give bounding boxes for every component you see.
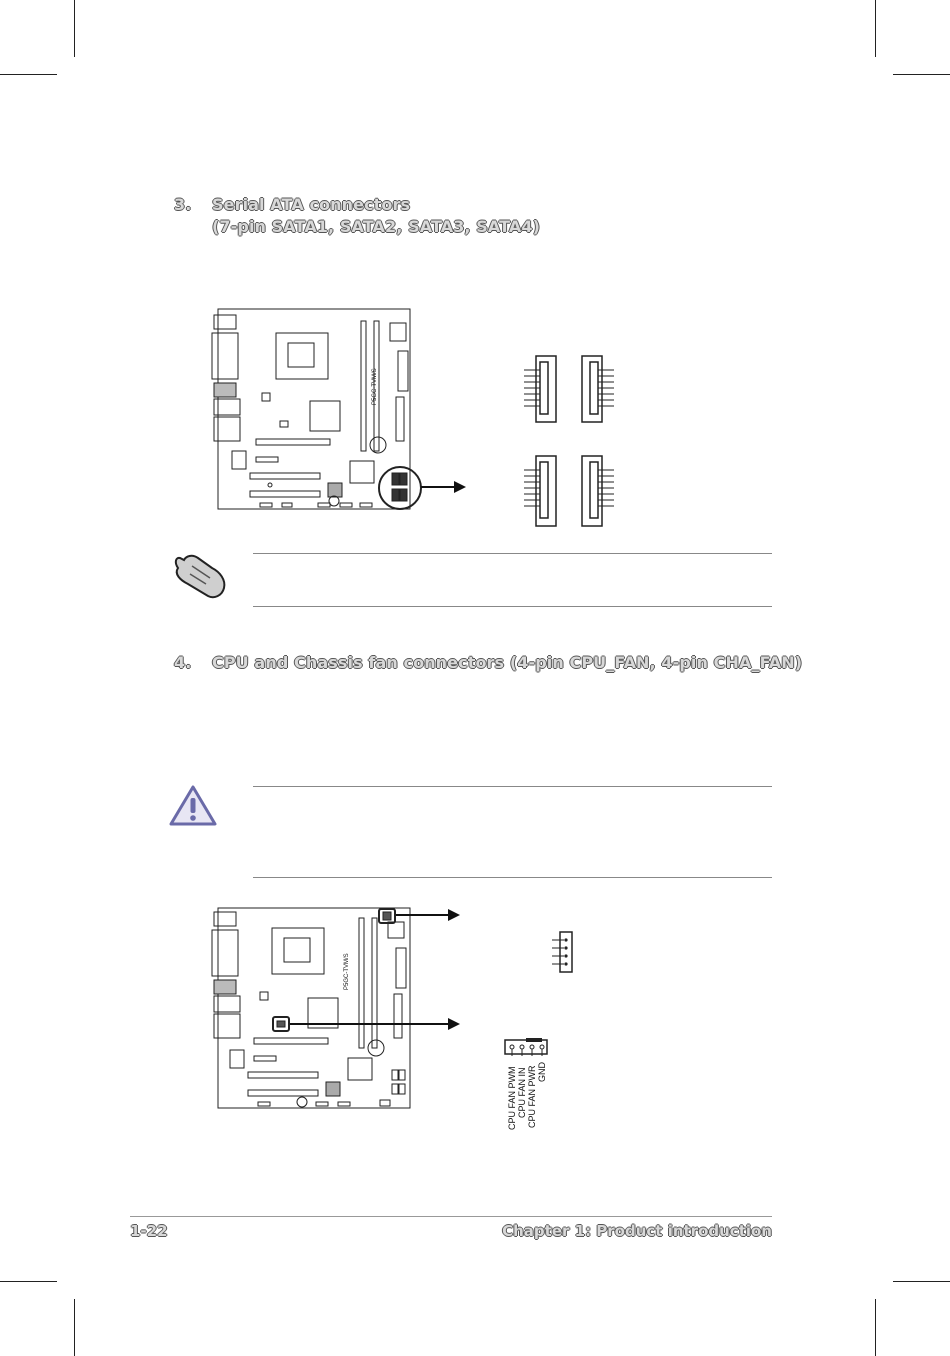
pin-label-cpu-fan-in: CPU FAN IN (517, 1067, 527, 1118)
hand-note-icon (170, 548, 232, 602)
warning-triangle-icon (168, 784, 218, 828)
pin-label-cpu-fan-pwm: CPU FAN PWM (507, 1066, 517, 1130)
crop-mark-bottom-left-h (0, 1281, 57, 1282)
footer-rule (130, 1216, 772, 1217)
pin-label-gnd: GND (537, 1062, 547, 1082)
note-rule-top (253, 553, 772, 554)
chapter-title: Chapter 1: Product introduction (502, 1222, 772, 1240)
crop-mark-top-left-h (0, 74, 57, 75)
crop-mark-top-right-h (893, 74, 950, 75)
pin-label-cpu-fan-pwr: CPU FAN PWR (527, 1065, 537, 1128)
sata-connectors-illustration (520, 350, 620, 530)
page-number: 1-22 (130, 1222, 168, 1240)
motherboard-diagram-fan (210, 902, 470, 1114)
chassis-fan-connector-illustration (548, 928, 578, 974)
crop-mark-bottom-right-h (893, 1281, 950, 1282)
warning-rule-bottom (253, 877, 772, 878)
section-4-title: CPU and Chassis fan connectors (4-pin CPU_FAN, 4-pin CHA_FAN) (212, 653, 803, 672)
section-3-subtitle: (7-pin SATA1, SATA2, SATA3, SATA4) (212, 217, 541, 236)
board-model-label: P5GC-TVM/S (372, 368, 378, 405)
cpu-fan-connector-illustration (500, 1036, 560, 1136)
crop-mark-top-left-v (74, 0, 75, 57)
crop-mark-top-right-v (875, 0, 876, 57)
crop-mark-bottom-left-v (74, 1299, 75, 1356)
note-rule-bottom (253, 606, 772, 607)
board-model-label-2: P5GC-TVM/S (344, 953, 350, 990)
section-3-title: Serial ATA connectors (212, 195, 411, 214)
motherboard-diagram-sata (210, 305, 470, 515)
section-3-number: 3. (174, 195, 192, 214)
crop-mark-bottom-right-v (875, 1299, 876, 1356)
warning-rule-top (253, 786, 772, 787)
section-4-number: 4. (174, 653, 192, 672)
